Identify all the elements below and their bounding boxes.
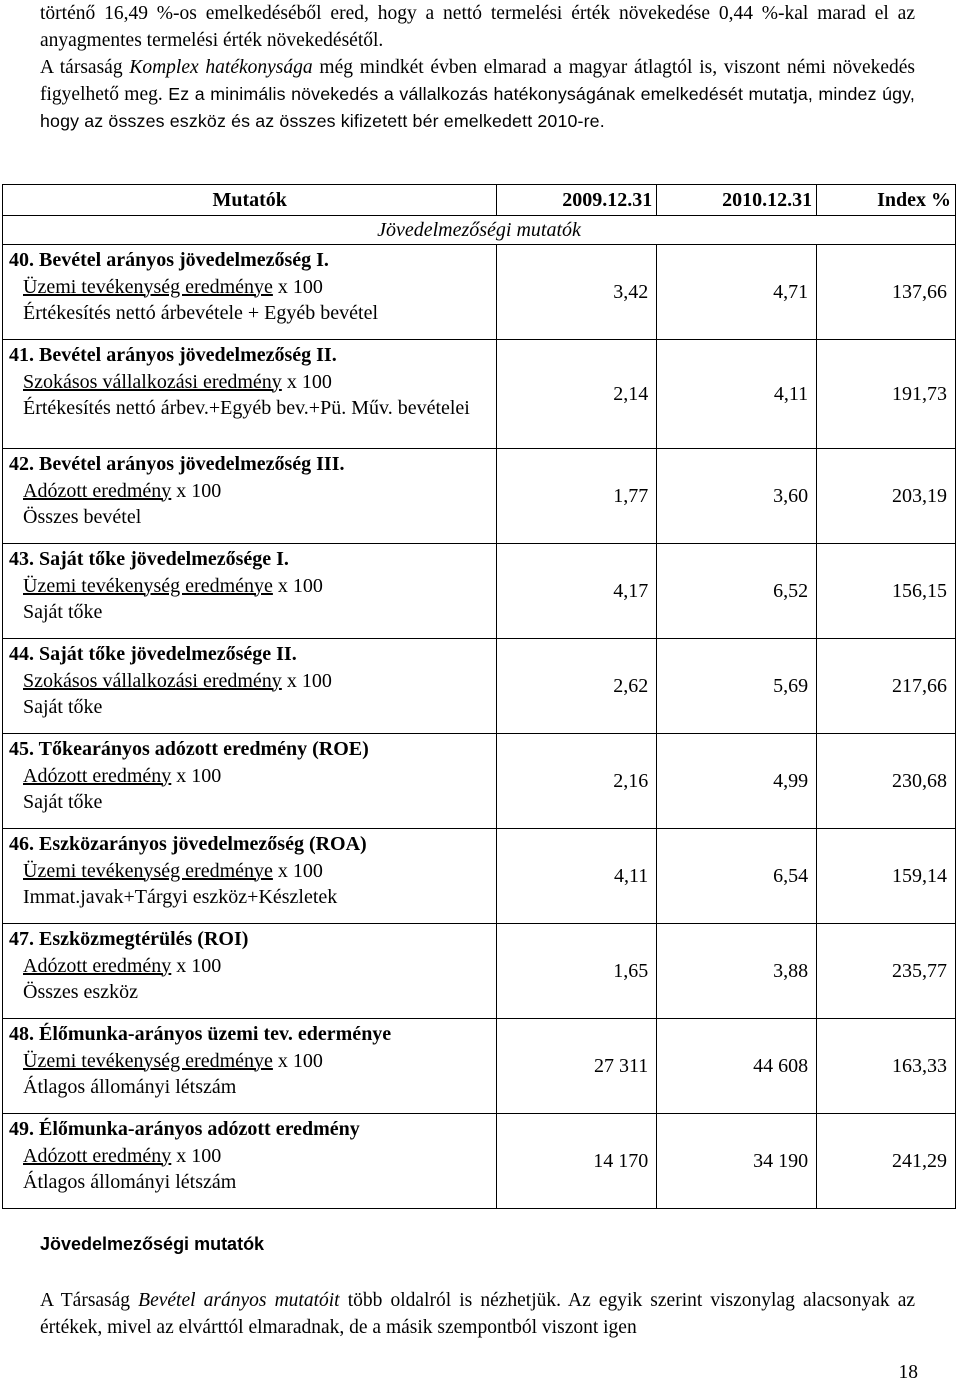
indicator-formula (9, 858, 492, 911)
intro-emphasis: Komplex hatékonysága (129, 57, 313, 78)
multiplier-text: x 100 (171, 954, 222, 977)
value-2010: 4,71 (657, 245, 817, 340)
bottom-text-a: A Társaság (40, 1290, 139, 1311)
value-index: 163,33 (817, 1019, 956, 1114)
value-2010: 44 608 (657, 1019, 817, 1114)
formula-numerator (23, 573, 492, 600)
indicator-title: 45. Tőkearányos adózott eredmény (ROE) (9, 738, 369, 760)
header-indicators: Mutatók (3, 185, 497, 216)
formula-denominator: Saját tőke (23, 601, 103, 623)
formula-denominator: Összes bevétel (23, 506, 142, 528)
bottom-paragraph (40, 1287, 915, 1341)
indicator-cell (3, 1114, 497, 1209)
indicator-cell (3, 924, 497, 1019)
table-row (3, 639, 956, 734)
formula-numerator (23, 668, 492, 695)
value-index: 217,66 (817, 639, 956, 734)
intro-text-a: A társaság (40, 57, 130, 78)
indicator-title: 44. Saját tőke jövedelmezősége II. (9, 643, 297, 665)
indicator-formula (9, 763, 492, 816)
indicator-formula (9, 274, 492, 327)
indicator-title: 46. Eszközarányos jövedelmezőség (ROA) (9, 833, 367, 855)
indicator-cell (3, 245, 497, 340)
formula-denominator: Átlagos állományi létszám (23, 1076, 237, 1098)
formula-denominator: Értékesítés nettó árbevétele + Egyéb bevétel (23, 302, 379, 324)
multiplier-text: x 100 (171, 479, 222, 502)
indicator-formula (9, 1143, 492, 1196)
formula-denominator: Immat.javak+Tárgyi eszköz+Készletek (23, 886, 338, 908)
table-row (3, 924, 956, 1019)
formula-numerator (23, 369, 492, 396)
table-row (3, 1114, 956, 1209)
table-row (3, 829, 956, 924)
value-index: 191,73 (817, 340, 956, 449)
indicator-formula (9, 953, 492, 1006)
value-2009: 3,42 (497, 245, 657, 340)
value-index: 203,19 (817, 449, 956, 544)
page-number: 18 (898, 1362, 918, 1383)
multiplier-text: x 100 (281, 669, 332, 692)
value-2010: 3,60 (657, 449, 817, 544)
table-row (3, 734, 956, 829)
value-2010: 5,69 (657, 639, 817, 734)
formula-denominator: Értékesítés nettó árbev.+Egyéb bev.+Pü. Műv. bevételei (23, 397, 470, 419)
formula-numerator (23, 763, 492, 790)
value-2009: 27 311 (497, 1019, 657, 1114)
header-2010: 2010.12.31 (657, 185, 817, 216)
indicator-formula (9, 478, 492, 531)
formula-numerator (23, 274, 492, 301)
indicator-formula (9, 369, 492, 422)
numerator-text: Adózott eredmény (23, 479, 172, 502)
indicator-cell (3, 449, 497, 544)
multiplier-text: x 100 (171, 1144, 222, 1167)
numerator-text: Üzemi tevékenység eredménye (23, 275, 273, 298)
group-title: Jövedelmezőségi mutatók (3, 216, 956, 245)
numerator-text: Üzemi tevékenység eredménye (23, 1049, 273, 1072)
indicator-title: 43. Saját tőke jövedelmezősége I. (9, 548, 289, 570)
formula-numerator (23, 478, 492, 505)
table-row (3, 1019, 956, 1114)
multiplier-text: x 100 (281, 370, 332, 393)
indicator-formula (9, 668, 492, 721)
value-2009: 4,17 (497, 544, 657, 639)
header-2009: 2009.12.31 (497, 185, 657, 216)
indicator-cell (3, 829, 497, 924)
multiplier-text: x 100 (272, 1049, 323, 1072)
multiplier-text: x 100 (272, 859, 323, 882)
formula-denominator: Saját tőke (23, 696, 103, 718)
value-2009: 2,62 (497, 639, 657, 734)
indicator-formula (9, 573, 492, 626)
numerator-text: Adózott eredmény (23, 764, 172, 787)
value-2010: 4,99 (657, 734, 817, 829)
group-row (3, 216, 956, 245)
indicator-cell (3, 734, 497, 829)
multiplier-text: x 100 (272, 574, 323, 597)
value-2010: 3,88 (657, 924, 817, 1019)
indicator-title: 47. Eszközmegtérülés (ROI) (9, 928, 249, 950)
formula-denominator: Összes eszköz (23, 981, 138, 1003)
intro-text-d: Ez a minimális növekedés a vállalkozás hatékonyságának emelkedését mutatja, mindez úgy, hogy az összes eszköz és az összes kifizetett bér emelkedett 2010-re. (40, 84, 915, 131)
value-index: 241,29 (817, 1114, 956, 1209)
numerator-text: Szokásos vállalkozási eredmény (23, 370, 282, 393)
indicator-title: 42. Bevétel arányos jövedelmezőség III. (9, 453, 345, 475)
indicator-cell (3, 340, 497, 449)
bottom-text-c: több oldalról is nézhetjük. Az egyik szerint viszonylag alacsonyak az értékek, mivel az elvárttól elmaradnak, de a másik szempontból viszont igen (40, 1290, 916, 1338)
value-2010: 6,54 (657, 829, 817, 924)
indicator-title: 41. Bevétel arányos jövedelmezőség II. (9, 344, 337, 366)
bottom-emphasis: Bevétel arányos mutatóit (138, 1290, 340, 1311)
value-index: 137,66 (817, 245, 956, 340)
numerator-text: Adózott eredmény (23, 954, 172, 977)
formula-numerator (23, 858, 492, 885)
numerator-text: Üzemi tevékenység eredménye (23, 574, 273, 597)
table-header-row (3, 185, 956, 216)
value-2009: 2,16 (497, 734, 657, 829)
multiplier-text: x 100 (272, 275, 323, 298)
formula-denominator: Saját tőke (23, 791, 103, 813)
intro-paragraph-1: történő 16,49 %-os emelkedéséből ered, hogy a nettó termelési érték növekedése 0,44 %-kal marad el az anyagmentes termelési érték növekedésétől. (40, 3, 915, 51)
numerator-text: Adózott eredmény (23, 1144, 172, 1167)
indicator-cell (3, 639, 497, 734)
formula-numerator (23, 1048, 492, 1075)
profitability-table (2, 184, 956, 1209)
value-index: 230,68 (817, 734, 956, 829)
formula-numerator (23, 1143, 492, 1170)
indicator-title: 48. Élőmunka-arányos üzemi tev. ederménye (9, 1023, 392, 1045)
numerator-text: Szokásos vállalkozási eredmény (23, 669, 282, 692)
indicator-formula (9, 1048, 492, 1101)
value-2009: 1,65 (497, 924, 657, 1019)
section-title: Jövedelmezőségi mutatók (40, 1234, 265, 1254)
value-2009: 14 170 (497, 1114, 657, 1209)
indicator-cell (3, 544, 497, 639)
numerator-text: Üzemi tevékenység eredménye (23, 859, 273, 882)
table-row (3, 449, 956, 544)
indicator-title: 40. Bevétel arányos jövedelmezőség I. (9, 249, 329, 271)
value-index: 235,77 (817, 924, 956, 1019)
indicator-title: 49. Élőmunka-arányos adózott eredmény (9, 1118, 360, 1140)
value-2010: 6,52 (657, 544, 817, 639)
indicator-cell (3, 1019, 497, 1114)
intro-paragraph-2 (40, 54, 915, 135)
multiplier-text: x 100 (171, 764, 222, 787)
header-index: Index % (817, 185, 956, 216)
value-2009: 2,14 (497, 340, 657, 449)
formula-denominator: Átlagos állományi létszám (23, 1171, 237, 1193)
value-index: 159,14 (817, 829, 956, 924)
value-2009: 4,11 (497, 829, 657, 924)
value-index: 156,15 (817, 544, 956, 639)
intro-text-c: még mindkét évben elmarad a magyar átlagtól is, viszont némi növekedés figyelhető meg. (40, 57, 916, 105)
value-2009: 1,77 (497, 449, 657, 544)
value-2010: 34 190 (657, 1114, 817, 1209)
table-row (3, 340, 956, 449)
formula-numerator (23, 953, 492, 980)
value-2010: 4,11 (657, 340, 817, 449)
table-row (3, 544, 956, 639)
intro-text (40, 0, 915, 135)
table-row (3, 245, 956, 340)
